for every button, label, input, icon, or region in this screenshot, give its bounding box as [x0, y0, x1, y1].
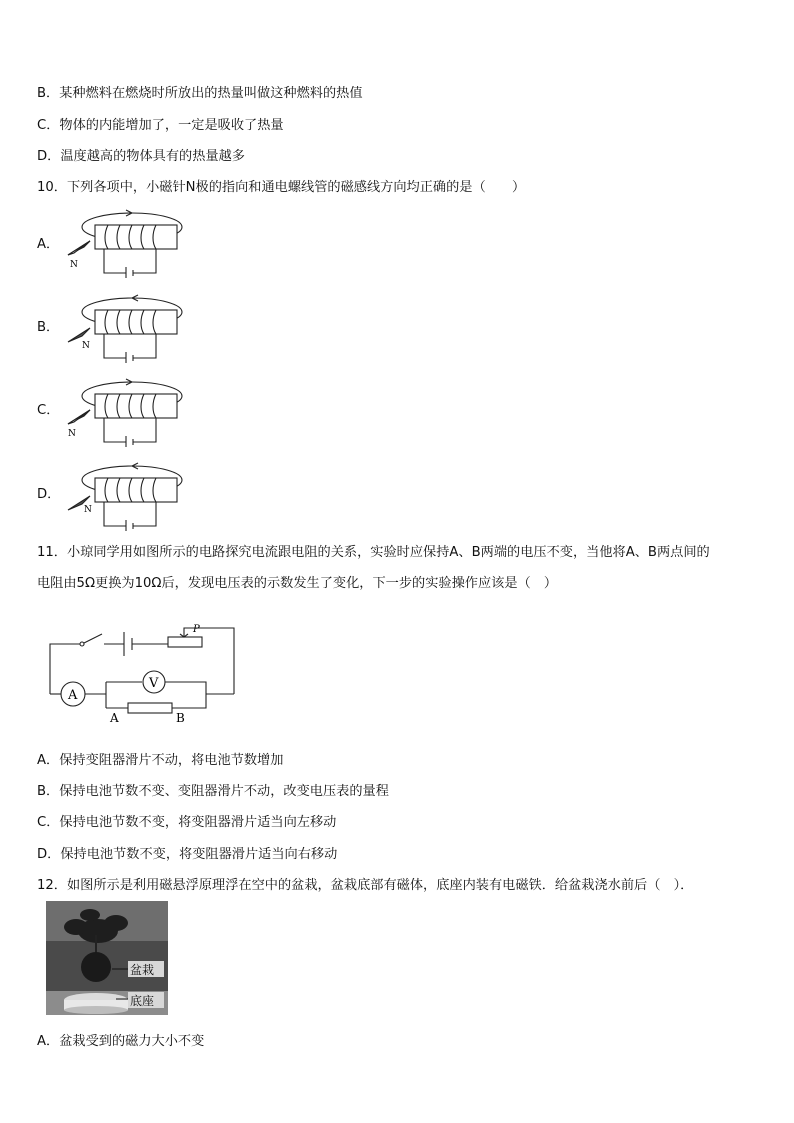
q11-option-a: A．保持变阻器滑片不动，将电池节数增加: [37, 753, 284, 768]
q12-option-a: A．盆栽受到的磁力大小不变: [37, 1034, 205, 1049]
q12-photo: [46, 901, 168, 1015]
point-a-label: A: [110, 711, 119, 725]
q11-stem-line2: 电阻由5Ω更换为10Ω后，发现电压表的示数发生了变化，下一步的实验操作应该是（ ）: [37, 576, 558, 591]
q11-stem-line1: 11．小琼同学用如图所示的电路探究电流跟电阻的关系，实验时应保持A、B两端的电压不变，当他将A、B两点间的: [37, 545, 710, 560]
q10-figure-c: [60, 372, 190, 447]
q11-option-b: B．保持电池节数不变、变阻器滑片不动，改变电压表的量程: [37, 784, 389, 799]
voltmeter-label: V: [149, 676, 159, 691]
q10-stem: 10．下列各项中，小磁针N极的指向和通电螺线管的磁感线方向均正确的是（ ）: [37, 180, 526, 195]
q9-option-c: C．物体的内能增加了，一定是吸收了热量: [37, 118, 284, 133]
needle-n-label: N: [70, 260, 78, 270]
q10-figure-b: [60, 288, 190, 363]
ammeter-label: A: [68, 688, 78, 703]
q10-figure-d: [60, 456, 190, 531]
needle-n-label: N: [84, 505, 92, 515]
q10-option-c-label: C．: [37, 403, 60, 418]
needle-n-label: N: [82, 341, 90, 351]
q9-option-d: D．温度越高的物体具有的热量越多: [37, 149, 245, 164]
q10-option-a-label: A．: [37, 237, 60, 252]
q11-option-d: D．保持电池节数不变，将变阻器滑片适当向右移动: [37, 847, 338, 862]
slider-p-label: P: [193, 624, 200, 635]
q11-circuit-diagram: [44, 612, 244, 727]
q10-figure-a: [60, 203, 190, 278]
point-b-label: B: [176, 711, 185, 725]
base-label: 底座: [130, 994, 155, 1008]
q10-option-d-label: D．: [37, 487, 61, 502]
q12-stem: 12．如图所示是利用磁悬浮原理浮在空中的盆栽，盆栽底部有磁体，底座内装有电磁铁．给盆栽浇水前后（ ）．: [37, 878, 694, 893]
needle-n-label: N: [68, 429, 76, 439]
pot-label: 盆栽: [130, 963, 155, 977]
q11-option-c: C．保持电池节数不变，将变阻器滑片适当向左移动: [37, 815, 337, 830]
q9-option-b: B．某种燃料在燃烧时所放出的热量叫做这种燃料的热值: [37, 86, 363, 101]
q10-option-b-label: B．: [37, 320, 60, 335]
